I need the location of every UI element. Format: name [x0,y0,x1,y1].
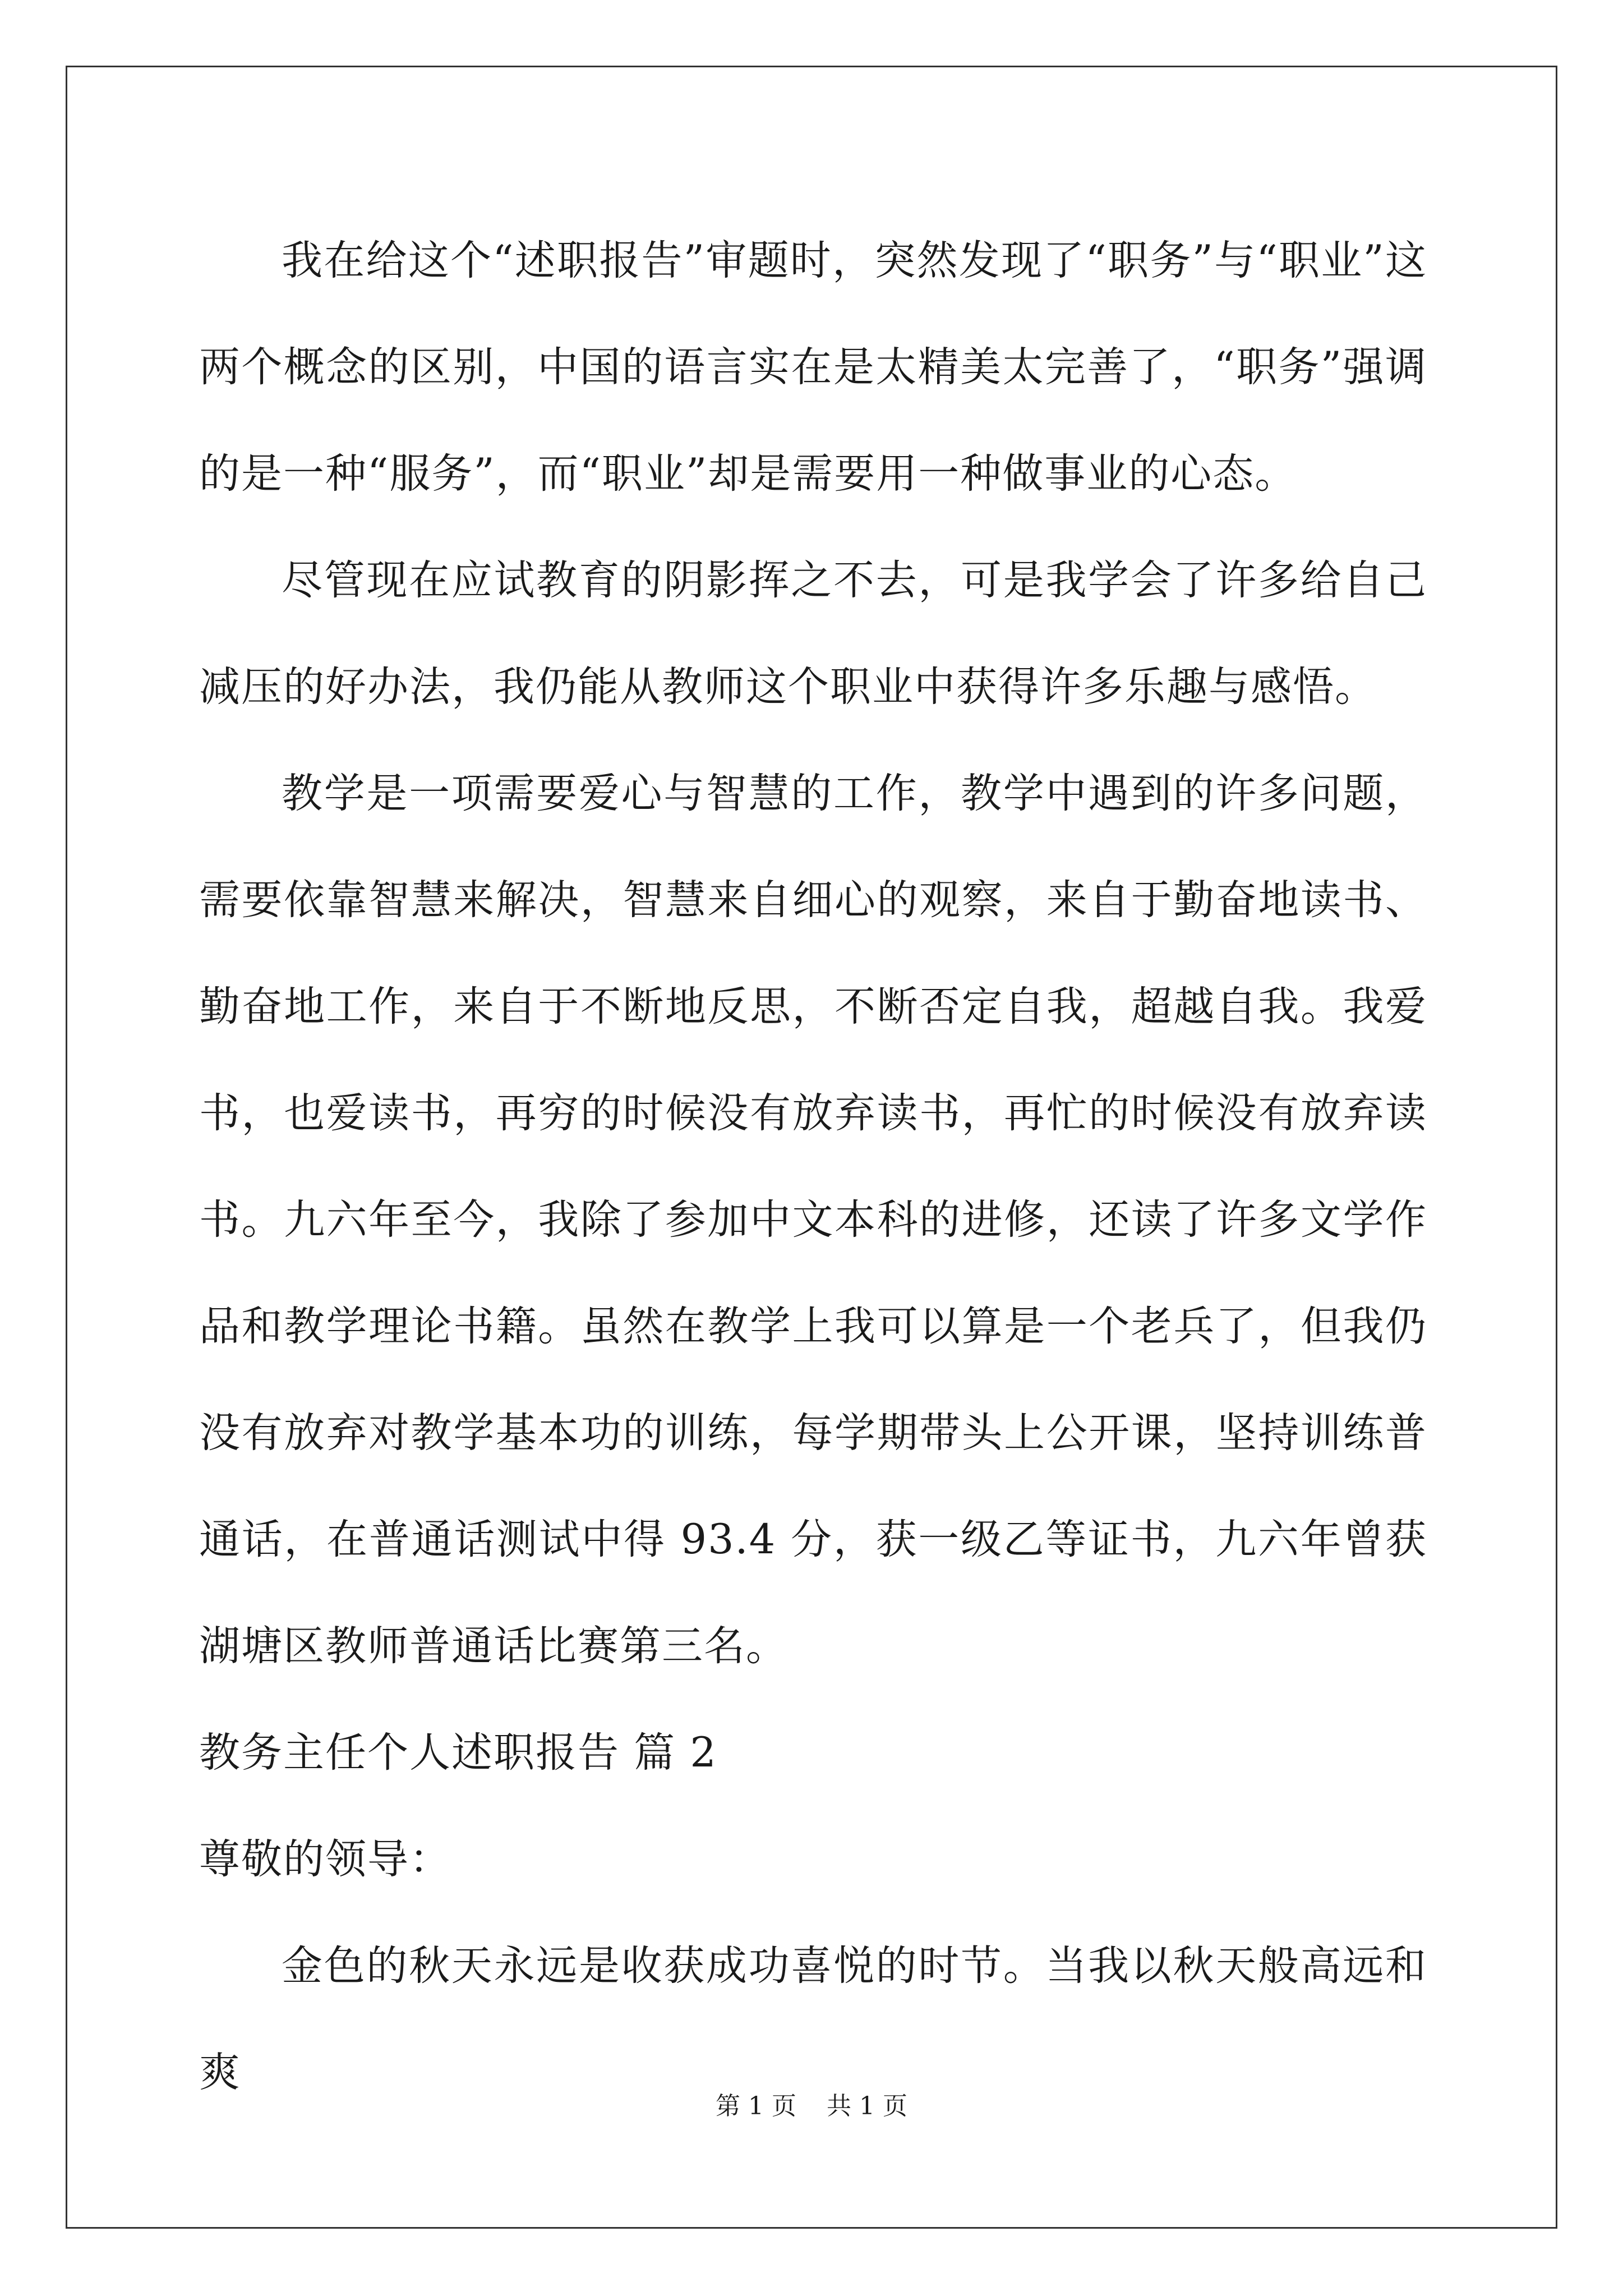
paragraph-3: 教学是一项需要爱心与智慧的工作，教学中遇到的许多问题，需要依靠智慧来解决，智慧来自细心的观察，来自于勤奋地读书、勤奋地工作，来自于不断地反思，不断否定自我，超越自我。我爱书，也爱读书，再穷的时候没有放弃读书，再忙的时候没有放弃读书。九六年至今，我除了参加中文本科的进修，还读了许多文学作品和教学理论书籍。虽然在教学上我可以算是一个老兵了，但我仍没有放弃对教学基本功的训练，每学期带头上公开课，坚持训练普通话，在普通话测试中得 93.4 分，获一级乙等证书，九六年曾获湖塘区教师普通话比赛第三名。 [199,770,1427,1670]
page-number: 第 1 页 [716,2092,796,2120]
paragraph-1: 我在给这个“述职报告”审题时，突然发现了“职务”与“职业”这两个概念的区别，中国的语言实在是太精美太完善了，“职务”强调的是一种“服务”，而“职业”却是需要用一种做事业的心态。 [199,237,1427,498]
section-heading: 教务主任个人述职报告 篇 2 [199,1729,717,1777]
paragraph-2: 尽管现在应试教育的阴影挥之不去，可是我学会了许多给自己减压的好办法，我仍能从教师这个职业中获得许多乐趣与感悟。 [199,556,1427,711]
paragraph-4: 金色的秋天永远是收获成功喜悦的时节。当我以秋天般高远和爽 [199,1942,1427,2096]
document-body [199,208,1427,2126]
salutation: 尊敬的领导： [199,1835,451,1883]
page-footer [0,2090,1623,2123]
page-total: 共 1 页 [827,2092,907,2120]
